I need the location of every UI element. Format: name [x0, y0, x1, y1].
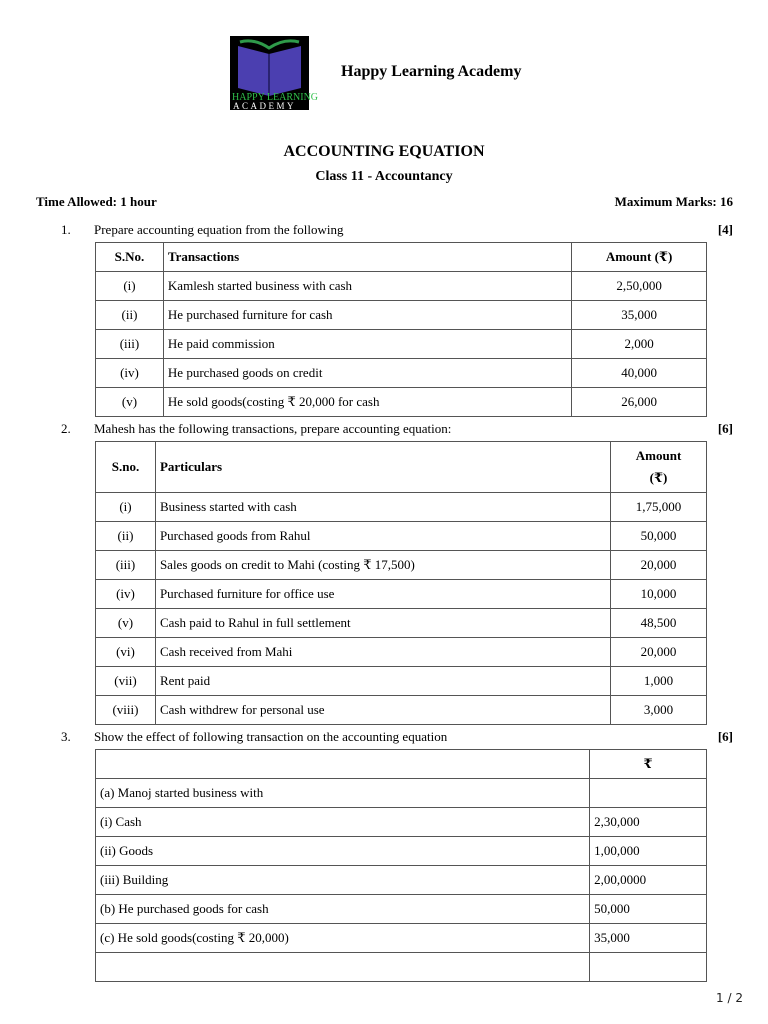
table-row [96, 895, 707, 924]
svg-text:HAPPY LEARNING: HAPPY LEARNING [232, 92, 319, 103]
table-row [96, 272, 707, 301]
page-number: 1 / 2 [716, 991, 743, 1005]
row-amount [590, 779, 707, 808]
row-sno: (iv) [96, 359, 164, 388]
row-sno: (i) [96, 272, 164, 301]
time-allowed: Time Allowed: 1 hour [36, 194, 157, 209]
row-amount: 50,000 [611, 522, 707, 551]
row-amount: 35,000 [590, 924, 707, 953]
row-amount: 35,000 [572, 301, 707, 330]
row-amount: 20,000 [611, 638, 707, 667]
row-particular: Purchased goods from Rahul [155, 522, 610, 551]
row-transaction: (a) Manoj started business with [96, 779, 590, 808]
row-particular: Sales goods on credit to Mahi (costing ₹ 17,500) [155, 551, 610, 580]
row-amount: 2,000 [572, 330, 707, 359]
row-transaction: He purchased furniture for cash [163, 301, 571, 330]
academy-name: Happy Learning Academy [341, 63, 522, 80]
row-transaction: He sold goods(costing ₹ 20,000 for cash [163, 388, 571, 417]
table-row [96, 638, 707, 667]
row-particular: Cash paid to Rahul in full settlement [155, 609, 610, 638]
q3-number: 3. [61, 729, 71, 744]
q1-number: 1. [61, 222, 71, 237]
header-sno: S.No. [96, 243, 164, 272]
table-row [96, 301, 707, 330]
q2-marks: [6] [717, 421, 733, 436]
table-row [96, 837, 707, 866]
header-amount-unit: (₹) [649, 470, 668, 485]
row-transaction: (b) He purchased goods for cash [96, 895, 590, 924]
table-row [96, 779, 707, 808]
table-row [96, 808, 707, 837]
row-transaction: He purchased goods on credit [163, 359, 571, 388]
row-amount: 3,000 [611, 696, 707, 725]
header-transaction-blank [96, 750, 590, 779]
row-sno: (i) [96, 493, 156, 522]
paper-subtitle: Class 11 - Accountancy [315, 169, 453, 184]
table-row [96, 696, 707, 725]
header-particulars: Particulars [155, 442, 610, 493]
row-transaction: He paid commission [163, 330, 571, 359]
header-amount [611, 442, 707, 493]
row-sno: (iv) [96, 580, 156, 609]
row-amount: 1,75,000 [611, 493, 707, 522]
table-row [96, 359, 707, 388]
q1-marks: [4] [717, 222, 733, 237]
row-particular: Purchased furniture for office use [155, 580, 610, 609]
row-amount: 26,000 [572, 388, 707, 417]
q1-text: Prepare accounting equation from the following [94, 222, 344, 237]
q2-table [95, 441, 707, 725]
header-rupee: ₹ [590, 750, 707, 779]
row-amount: 2,30,000 [590, 808, 707, 837]
maximum-marks: Maximum Marks: 16 [614, 194, 733, 209]
book-logo-icon [230, 36, 319, 111]
q2-text: Mahesh has the following transactions, prepare accounting equation: [94, 421, 452, 436]
academy-logo [230, 36, 319, 111]
row-amount: 1,00,000 [590, 837, 707, 866]
row-particular: Cash received from Mahi [155, 638, 610, 667]
row-transaction: (iii) Building [96, 866, 590, 895]
table-row [96, 522, 707, 551]
row-sno: (v) [96, 388, 164, 417]
row-particular: Cash withdrew for personal use [155, 696, 610, 725]
table-row [96, 493, 707, 522]
table-row-continued [96, 953, 707, 982]
row-amount: 10,000 [611, 580, 707, 609]
row-particular: Rent paid [155, 667, 610, 696]
row-sno: (ii) [96, 522, 156, 551]
header-amount: Amount (₹) [572, 243, 707, 272]
row-sno: (vi) [96, 638, 156, 667]
row-particular: Business started with cash [155, 493, 610, 522]
table-row [96, 667, 707, 696]
q3-table-clip [95, 749, 708, 971]
row-transaction: (ii) Goods [96, 837, 590, 866]
row-amount: 50,000 [590, 895, 707, 924]
table-row [96, 924, 707, 953]
header-transactions: Transactions [163, 243, 571, 272]
svg-text:ACADEMY: ACADEMY [233, 101, 297, 111]
row-sno: (vii) [96, 667, 156, 696]
table-row [96, 580, 707, 609]
row-sno: (iii) [96, 551, 156, 580]
row-transaction: Kamlesh started business with cash [163, 272, 571, 301]
row-amount: 20,000 [611, 551, 707, 580]
row-amount: 2,50,000 [572, 272, 707, 301]
table-header-row [96, 442, 707, 493]
row-sno: (v) [96, 609, 156, 638]
row-amount: 40,000 [572, 359, 707, 388]
table-row [96, 866, 707, 895]
q2-number: 2. [61, 421, 71, 436]
row-sno: (viii) [96, 696, 156, 725]
paper-title: ACCOUNTING EQUATION [283, 143, 485, 160]
q1-table [95, 242, 707, 417]
row-transaction: (c) He sold goods(costing ₹ 20,000) [96, 924, 590, 953]
row-amount: 2,00,0000 [590, 866, 707, 895]
row-sno: (iii) [96, 330, 164, 359]
header-sno: S.no. [96, 442, 156, 493]
table-row [96, 609, 707, 638]
row-sno: (ii) [96, 301, 164, 330]
q3-text: Show the effect of following transaction on the accounting equation [94, 729, 448, 744]
row-amount: 48,500 [611, 609, 707, 638]
table-row [96, 551, 707, 580]
q3-marks: [6] [717, 729, 733, 744]
table-row [96, 388, 707, 417]
table-row [96, 330, 707, 359]
table-header-row [96, 243, 707, 272]
q3-table [95, 749, 707, 982]
table-header-row [96, 750, 707, 779]
row-amount: 1,000 [611, 667, 707, 696]
row-transaction: (i) Cash [96, 808, 590, 837]
header-amount-label: Amount [635, 448, 682, 463]
